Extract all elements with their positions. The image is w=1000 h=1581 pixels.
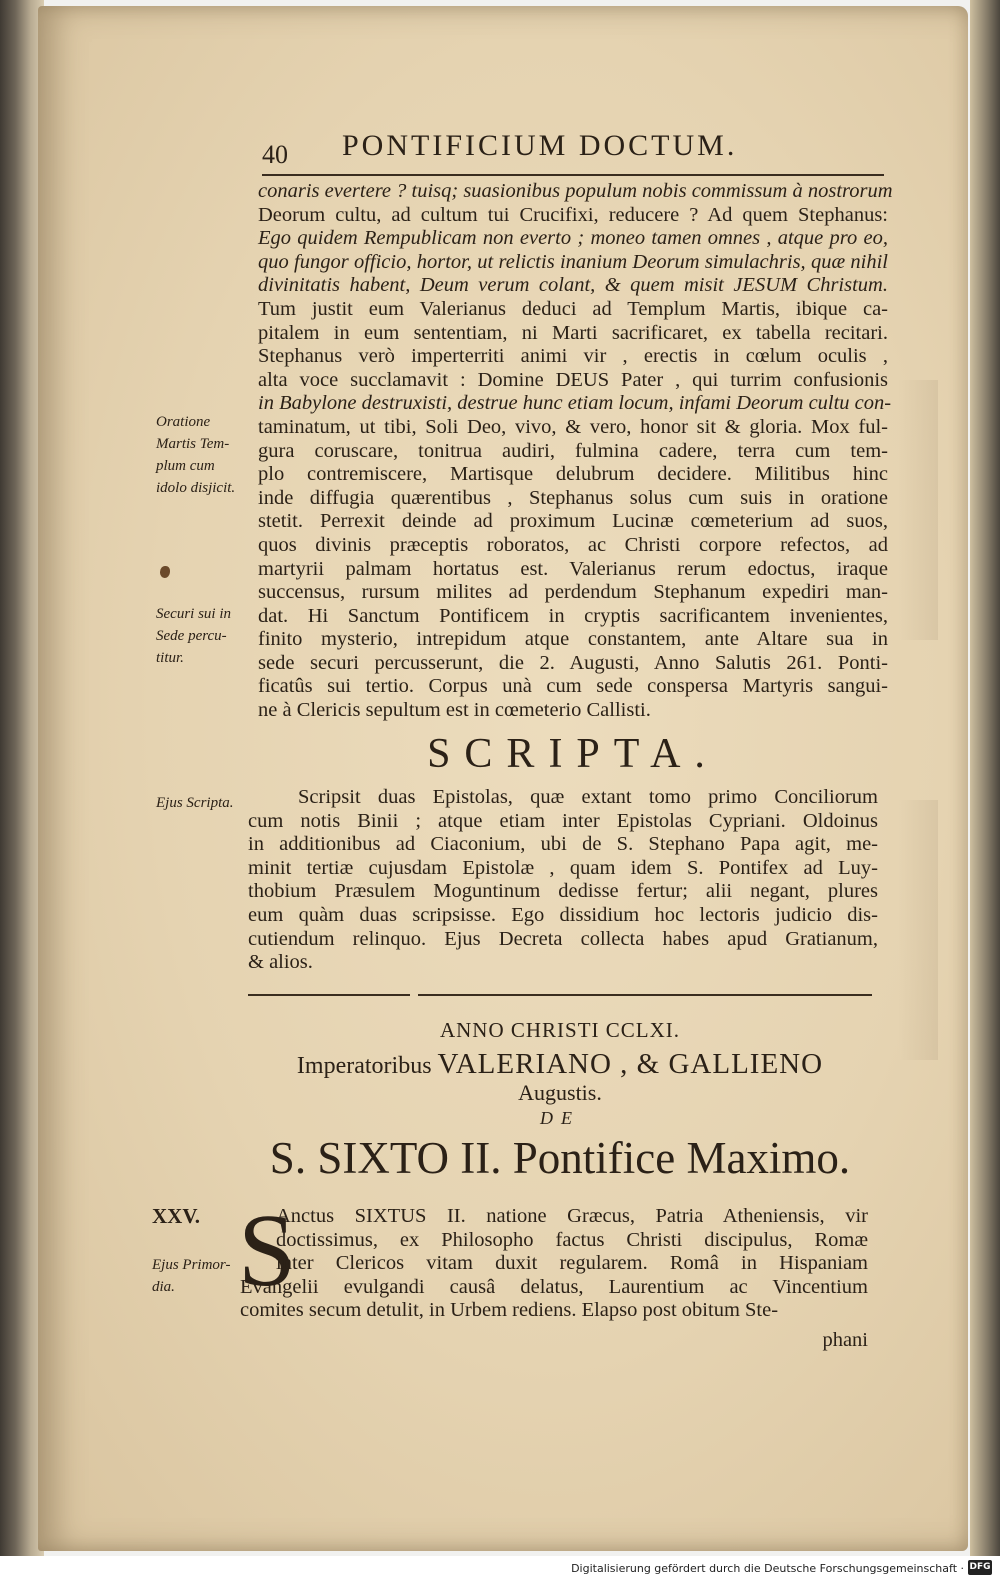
footer-credit: Digitalisierung gefördert durch die Deutsche Forschungsgemeinschaft ·: [571, 1562, 964, 1575]
emperors-names: VALERIANO , & GALLIENO: [437, 1048, 824, 1080]
text-line: in additionibus ad Ciaconium, ubi de S. Stephano Papa agit, me-: [248, 833, 878, 856]
book-fore-edge: [970, 0, 1000, 1556]
head-rule: [262, 174, 884, 176]
text-line: Evangelii evulgandi causâ delatus, Laurentium ac Vincentium: [240, 1275, 868, 1298]
margin-note-line: dia.: [152, 1279, 175, 1295]
text-line: in Babylone destruxisti, destrue hunc etiam locum, infami Deorum cultu con-: [258, 392, 892, 415]
margin-note-oratione: [156, 411, 256, 499]
text-line: gura coruscare, tonitrua audiri, fulmina cadere, terra cum tem-: [258, 439, 888, 462]
sixtus-title: S. SIXTO II. Pontifice Maximo.: [269, 1133, 851, 1183]
text-line: ficatûs sui tertio. Corpus unà cum sede conspersa Martyris sangui-: [258, 675, 888, 698]
drop-capital: S: [238, 1193, 296, 1308]
text-line: thobium Præsulem Moguntinum dedisse fertur; alii negant, plures: [248, 880, 878, 903]
chapter-number: XXV.: [152, 1204, 201, 1228]
text-line: alta voce succlamavit : Domine DEUS Pater , qui turrim confusionis: [258, 368, 888, 391]
text-line: pitalem in eum sententiam, ni Marti sacrificaret, ex tabella recitari.: [258, 321, 888, 344]
text-line: comites secum detulit, in Urbem rediens. Elapso post obitum Ste-: [240, 1299, 779, 1322]
text-line: inde diffugia quærentibus , Stephanus solus cum suis in oratione: [258, 486, 888, 509]
dfg-logo: DFG: [968, 1560, 992, 1575]
emperors-line: [190, 1048, 930, 1081]
text-line: Scripsit duas Epistolas, quæ extant tomo primo Conciliorum: [298, 786, 878, 808]
text-line: Ego quidem Rempublicam non everto ; moneo tamen omnes , atque pro eo,: [258, 227, 888, 250]
text-line: Anctus SIXTUS II. natione Græcus, Patria Atheniensis, vir: [276, 1205, 868, 1227]
text-line: stetit. Perrexit deinde ad proximum Lucinæ cœmeterium ad suos,: [258, 510, 888, 533]
text-line: eum quàm duas scripsisse. Ego dissidium hoc lectoris judicio dis-: [248, 903, 878, 926]
text-line: cutiendum relinquo. Ejus Decreta collecta habes apud Gratianum,: [248, 927, 878, 950]
margin-note-line: idolo disjicit.: [156, 480, 236, 496]
page-number: 40: [262, 140, 288, 169]
text-line: & alios.: [248, 951, 313, 974]
margin-note-line: plum cum: [156, 458, 215, 474]
running-title: PONTIFICIUM DOCTUM.: [342, 129, 738, 162]
narrative-text-block: [258, 180, 893, 723]
show-through-shadow: [898, 380, 938, 640]
catchword-text: phani: [822, 1329, 868, 1351]
text-line: conaris evertere ? tuisq; suasionibus populum nobis commissum à nostrorum: [258, 180, 893, 202]
text-line: doctissimus, ex Philosopho factus Christi discipulus, Romæ: [276, 1228, 868, 1251]
text-line: minit tertiæ cujusdam Epistolæ , quam idem S. Pontifex ad Luy-: [248, 856, 878, 879]
text-line: Tum justit eum Valerianus deduci ad Templum Martis, ibique ca-: [258, 297, 888, 320]
text-line: inter Clericos vitam duxit regularem. Româ in Hispaniam: [276, 1252, 868, 1275]
margin-note-line: Ejus Primor-: [152, 1257, 231, 1273]
text-line: quo fungor officio, hortor, ut relictis inanium Deorum simulachris, quæ nihil: [258, 250, 888, 273]
margin-note-line: Securi sui in: [156, 606, 231, 622]
margin-note-line: Oratione: [156, 414, 211, 430]
section-divider-left: [248, 994, 410, 996]
text-line: cum notis Binii ; atque etiam inter Epistolas Cypriani. Oldoinus: [248, 809, 878, 832]
text-line: dat. Hi Sanctum Pontificem in cryptis sacrificantem invenientes,: [258, 604, 888, 627]
text-line: taminatum, ut tibi, Soli Deo, vivo, & vero, honor sit & gloria. Mox ful-: [258, 415, 888, 438]
margin-note-line: Sede percu-: [156, 628, 227, 644]
margin-note-scripta: [156, 792, 256, 814]
text-line: finito mysterio, intrepidum atque constantem, ante Altare sua in: [258, 628, 888, 651]
text-line: plo contremiscere, Martisque delubrum decidere. Militibus hinc: [258, 463, 888, 486]
section-divider-right: [418, 994, 872, 996]
section-heading-scripta: SCRIPTA.: [427, 731, 719, 777]
margin-note-line: Martis Tem-: [156, 436, 230, 452]
margin-note-line: titur.: [156, 650, 184, 666]
margin-note-primordia: [152, 1254, 252, 1298]
augustis-line: Augustis.: [518, 1080, 602, 1105]
emperors-prefix: Imperatoribus: [296, 1053, 432, 1079]
text-line: Deorum cultu, ad cultum tui Crucifixi, reducere ? Ad quem Stephanus:: [258, 203, 888, 226]
text-line: quos divinis præceptis roboratos, ac Christi corpore refectos, ad: [258, 533, 888, 556]
scripta-text-block: [248, 786, 878, 975]
year-heading: ANNO CHRISTI CCLXI.: [439, 1018, 681, 1042]
margin-note-securi: [156, 603, 256, 669]
text-line: divinitatis habent, Deum verum colant, & quem misit JESUM Christum.: [258, 274, 888, 297]
sixtus-text-block: [238, 1193, 868, 1323]
text-line: martyrii palmam hortatus est. Valerianus rerum edoctus, iraque: [258, 557, 888, 580]
catchword: [240, 1329, 868, 1353]
text-line: ne à Clericis sepultum est in cœmeterio Callisti.: [258, 699, 651, 722]
text-line: Stephanus verò imperterriti animi vir , erectis in cœlum oculis ,: [258, 345, 888, 368]
text-line: sede securi percusserunt, die 2. Augusti, Anno Salutis 261. Ponti-: [258, 651, 888, 674]
margin-note-line: Ejus Scripta.: [156, 795, 234, 811]
de-line: DE: [540, 1108, 580, 1128]
text-line: succensus, rursum milites ad perdendum Stephanum expediri man-: [258, 581, 888, 604]
